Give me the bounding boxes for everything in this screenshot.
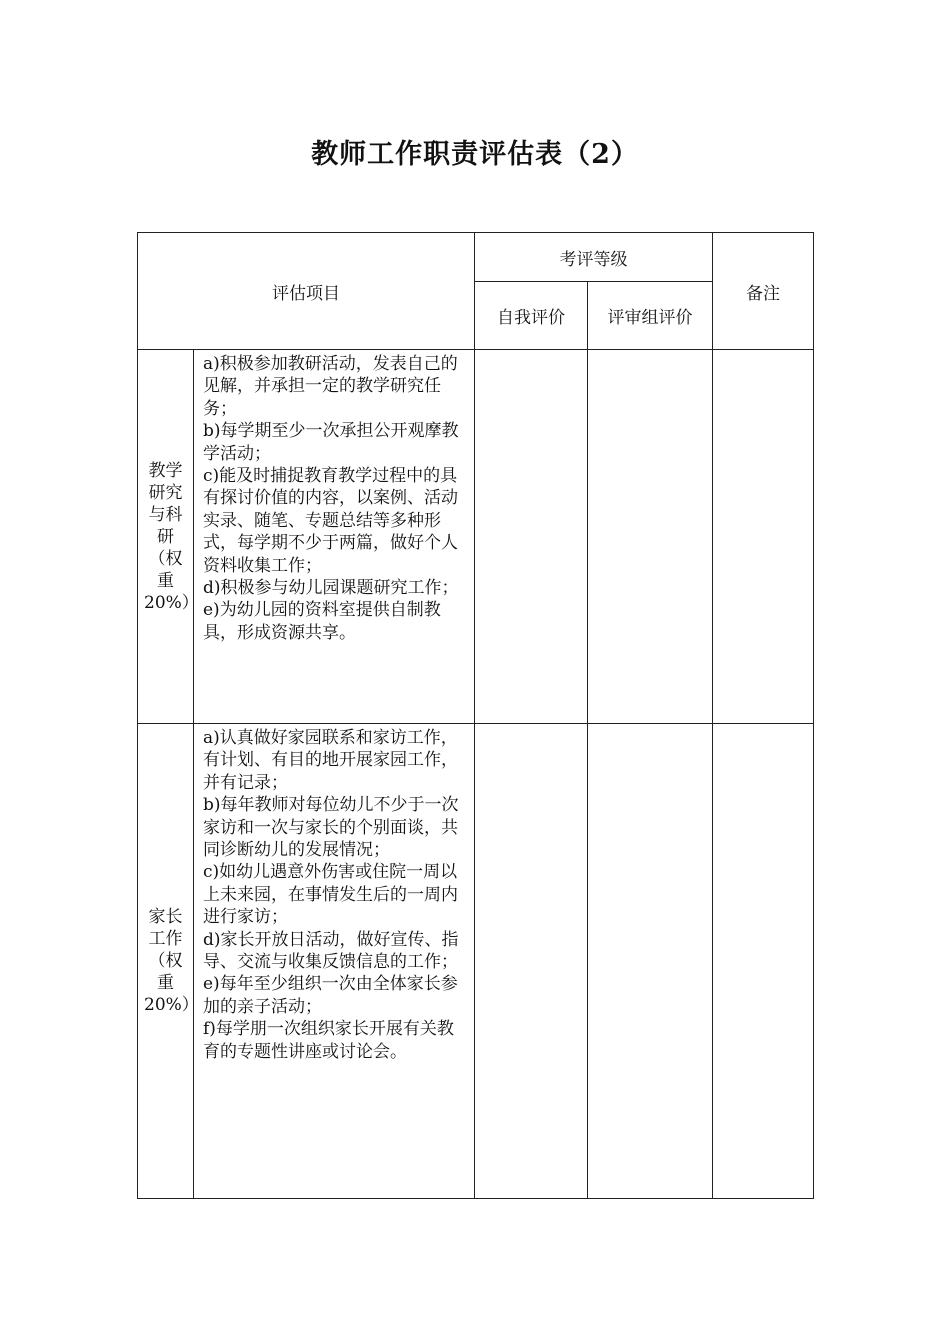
header-self-eval: 自我评价 [475,282,588,350]
criteria-item: d)家长开放日活动，做好宣传、指导、交流与收集反馈信息的工作； [203,929,459,973]
criteria-item: e)每年至少组织一次由全体家长参加的亲子活动； [203,974,458,1017]
criteria-item: a)积极参加教研活动，发表自己的见解，并承担一定的教学研究任务； [203,354,458,419]
header-panel-eval: 评审组评价 [588,282,713,350]
panel-eval-cell[interactable] [588,350,713,724]
header-row-1 [138,233,814,282]
panel-eval-cell[interactable] [588,724,713,1199]
remarks-cell[interactable] [713,350,814,724]
criteria-item: b)每年教师对每位幼儿不少于一次家访和一次与家长的个别面谈，共同诊断幼儿的发展情况； [203,795,459,861]
page-title: 教师工作职责评估表（2） [311,139,639,170]
header-grade-group: 考评等级 [475,233,713,282]
section-row-parents [138,724,814,1199]
criteria-item: d)积极参与幼儿园课题研究工作； [203,578,459,599]
remarks-cell[interactable] [713,724,814,1199]
criteria-list [194,350,475,724]
criteria-item: e)为幼儿园的资料室提供自制教具，形成资源共享。 [203,600,441,643]
criteria-item: b)每学期至少一次承担公开观摩教学活动； [203,421,459,464]
evaluation-table [137,232,814,1199]
category-label: 家长工作（权重20%） [138,724,194,1199]
criteria-item: c)如幼儿遇意外伤害或住院一周以上未来园，在事情发生后的一周内进行家访； [203,862,458,928]
category-label: 教学研究与科研（权重20%） [138,350,194,724]
header-remarks: 备注 [713,233,814,350]
section-row-research [138,350,814,724]
self-eval-cell[interactable] [475,724,588,1199]
header-item-col: 评估项目 [138,233,475,350]
criteria-item: c)能及时捕捉教育教学过程中的具有探讨价值的内容，以案例、活动实录、随笔、专题总结等多种形式，每学期不少于两篇，做好个人资料收集工作； [203,466,458,576]
criteria-item: f)每学朋一次组织家长开展有关教育的专题性讲座或讨论会。 [203,1019,454,1062]
self-eval-cell[interactable] [475,350,588,724]
criteria-list [194,724,475,1199]
criteria-item: a)认真做好家园联系和家访工作，有计划、有目的地开展家园工作，并有记录； [203,728,458,793]
